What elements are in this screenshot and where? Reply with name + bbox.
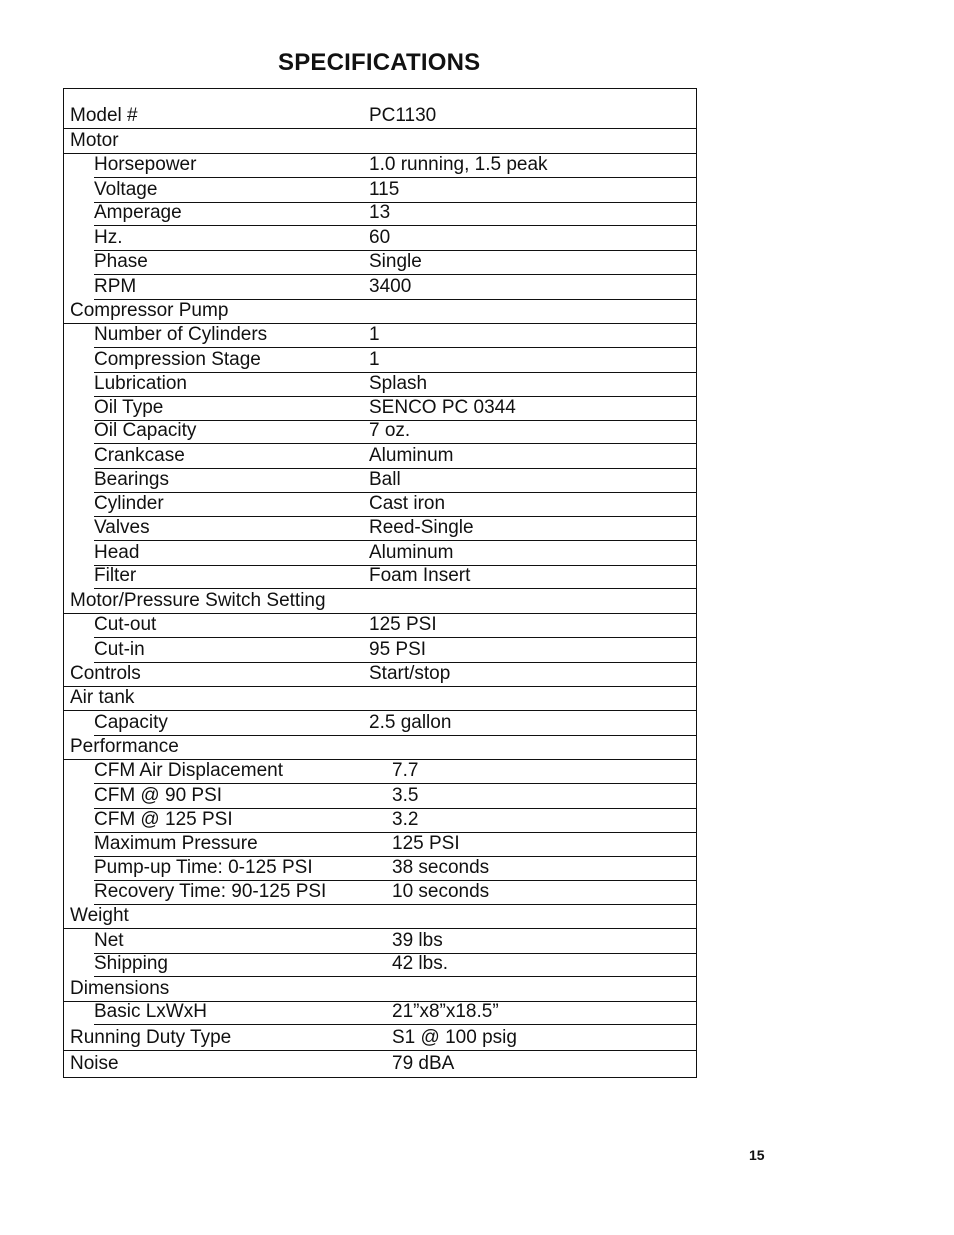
spec-value: PC1130	[369, 105, 437, 126]
spec-row	[64, 275, 696, 300]
spec-value: 21”x8”x18.5”	[392, 1001, 499, 1022]
specifications-table	[63, 88, 697, 1078]
spec-row	[64, 348, 696, 373]
spec-value: Aluminum	[369, 445, 454, 466]
spec-row	[64, 89, 696, 129]
spec-row	[64, 566, 696, 589]
spec-label: Cut-out	[94, 614, 157, 635]
spec-value: 39 lbs	[392, 930, 443, 951]
spec-label: Horsepower	[94, 154, 197, 175]
spec-label: Lubrication	[94, 373, 187, 394]
spec-row	[64, 154, 696, 178]
spec-label: Compressor Pump	[70, 300, 229, 321]
spec-row	[64, 614, 696, 638]
spec-value: 42 lbs.	[392, 953, 448, 974]
spec-label: CFM @ 90 PSI	[94, 785, 223, 806]
spec-row	[64, 129, 696, 154]
spec-label: Oil Type	[94, 397, 164, 418]
spec-row	[64, 929, 696, 954]
spec-label: Running Duty Type	[70, 1027, 232, 1048]
spec-value: 79 dBA	[392, 1053, 455, 1074]
spec-value: 7.7	[392, 760, 419, 781]
spec-label: Amperage	[94, 202, 182, 223]
spec-label: Motor	[70, 130, 119, 151]
spec-label: Filter	[94, 565, 137, 586]
spec-label: Capacity	[94, 712, 168, 733]
spec-value: 1	[369, 349, 380, 370]
spec-label: Crankcase	[94, 445, 185, 466]
spec-row	[64, 493, 696, 517]
spec-row	[64, 397, 696, 421]
spec-label: Net	[94, 930, 124, 951]
spec-label: Noise	[70, 1053, 119, 1074]
spec-value: 2.5 gallon	[369, 712, 452, 733]
spec-value: Splash	[369, 373, 428, 394]
spec-row	[64, 373, 696, 397]
spec-label: Model #	[70, 105, 138, 126]
spec-value: 1.0 running, 1.5 peak	[369, 154, 548, 175]
spec-row	[64, 324, 696, 348]
spec-row	[64, 589, 696, 614]
spec-label: Oil Capacity	[94, 420, 197, 441]
spec-label: Compression Stage	[94, 349, 261, 370]
page-title: SPECIFICATIONS	[278, 49, 481, 76]
spec-value: 115	[369, 179, 400, 200]
spec-label: Hz.	[94, 227, 123, 248]
spec-row	[64, 469, 696, 493]
spec-value: Reed-Single	[369, 517, 474, 538]
spec-label: Valves	[94, 517, 150, 538]
spec-row	[64, 663, 696, 687]
spec-label: CFM Air Displacement	[94, 760, 283, 781]
spec-label: Air tank	[70, 687, 135, 708]
spec-row	[64, 1025, 696, 1051]
spec-row	[64, 203, 696, 226]
spec-value: 3.5	[392, 785, 419, 806]
spec-value: 7 oz.	[369, 420, 411, 441]
spec-value: 38 seconds	[392, 857, 490, 878]
spec-label: Pump-up Time: 0-125 PSI	[94, 857, 313, 878]
spec-value: Start/stop	[369, 663, 451, 684]
spec-row	[64, 905, 696, 929]
spec-row	[64, 857, 696, 881]
spec-value: S1 @ 100 psig	[392, 1027, 517, 1048]
spec-row	[64, 760, 696, 784]
spec-row	[64, 178, 696, 203]
spec-label: Phase	[94, 251, 148, 272]
spec-label: Cut-in	[94, 639, 145, 660]
spec-row	[64, 784, 696, 809]
spec-row	[64, 517, 696, 541]
spec-label: Recovery Time: 90-125 PSI	[94, 881, 327, 902]
spec-value: 60	[369, 227, 391, 248]
spec-value: 125 PSI	[392, 833, 460, 854]
spec-label: CFM @ 125 PSI	[94, 809, 233, 830]
spec-row	[64, 1051, 696, 1077]
spec-row	[64, 300, 696, 324]
spec-row	[64, 954, 696, 977]
spec-label: Head	[94, 542, 140, 563]
spec-value: 125 PSI	[369, 614, 437, 635]
spec-row	[64, 444, 696, 469]
spec-label: Performance	[70, 736, 179, 757]
spec-label: Motor/Pressure Switch Setting	[70, 590, 326, 611]
spec-label: Controls	[70, 663, 141, 684]
spec-label: RPM	[94, 276, 137, 297]
spec-value: 1	[369, 324, 380, 345]
spec-label: Shipping	[94, 953, 168, 974]
spec-row	[64, 638, 696, 663]
spec-value: 95 PSI	[369, 639, 427, 660]
spec-label: Bearings	[94, 469, 169, 490]
spec-row	[64, 251, 696, 275]
spec-row	[64, 736, 696, 760]
spec-value: Aluminum	[369, 542, 454, 563]
spec-value: 10 seconds	[392, 881, 490, 902]
spec-value: Cast iron	[369, 493, 446, 514]
spec-value: SENCO PC 0344	[369, 397, 516, 418]
spec-label: Dimensions	[70, 978, 170, 999]
spec-row	[64, 541, 696, 566]
spec-row	[64, 1002, 696, 1025]
spec-row	[64, 977, 696, 1002]
spec-label: Weight	[70, 905, 129, 926]
spec-value: 13	[369, 202, 391, 223]
spec-value: 3400	[369, 276, 412, 297]
spec-row	[64, 687, 696, 711]
spec-value: Ball	[369, 469, 401, 490]
spec-row	[64, 421, 696, 444]
spec-row	[64, 881, 696, 905]
spec-label: Basic LxWxH	[94, 1001, 207, 1022]
spec-row	[64, 809, 696, 833]
spec-label: Voltage	[94, 179, 158, 200]
spec-label: Number of Cylinders	[94, 324, 268, 345]
spec-value: Single	[369, 251, 422, 272]
spec-value: 3.2	[392, 809, 419, 830]
spec-label: Cylinder	[94, 493, 164, 514]
spec-row	[64, 833, 696, 857]
spec-row	[64, 226, 696, 251]
spec-row	[64, 711, 696, 736]
spec-label: Maximum Pressure	[94, 833, 258, 854]
page-number: 15	[749, 1147, 765, 1163]
spec-value: Foam Insert	[369, 565, 471, 586]
